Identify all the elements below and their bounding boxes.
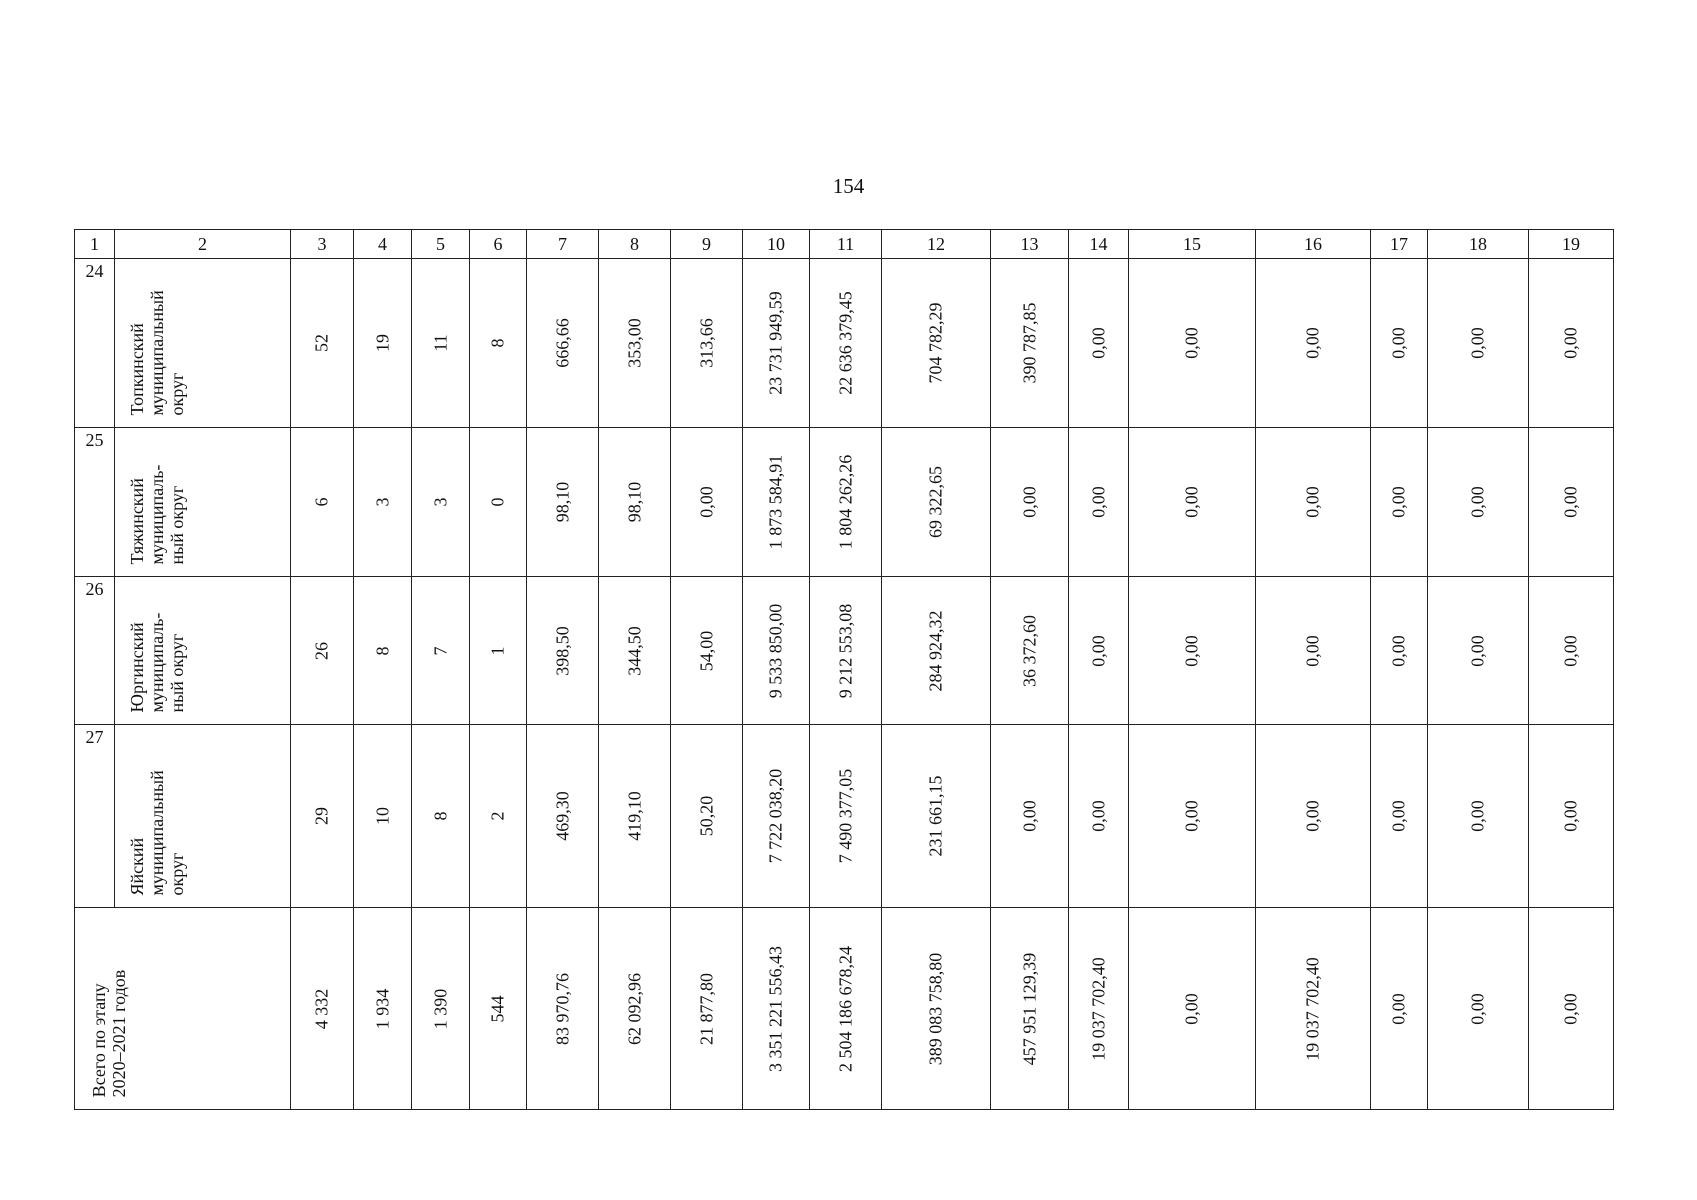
value-cell <box>882 428 991 577</box>
total-value-cell <box>470 908 527 1110</box>
total-value: 544 <box>487 995 508 1022</box>
cell-value: 0,00 <box>1302 800 1323 832</box>
row-number-cell <box>75 725 115 908</box>
cell-value: 0,00 <box>1388 800 1409 832</box>
cell-value: 1 804 262,26 <box>835 454 856 550</box>
total-value-cell <box>1069 908 1129 1110</box>
total-value-cell <box>1371 908 1428 1110</box>
value-cell <box>412 725 470 908</box>
column-header: 12 <box>882 230 991 259</box>
value-cell <box>1371 577 1428 725</box>
value-cell <box>743 259 810 428</box>
cell-value: 8 <box>487 338 508 348</box>
column-header: 8 <box>599 230 671 259</box>
total-value: 19 037 702,40 <box>1088 956 1109 1061</box>
total-value-cell <box>1129 908 1256 1110</box>
column-header: 1 <box>75 230 115 259</box>
value-cell <box>991 725 1069 908</box>
value-cell <box>671 428 743 577</box>
cell-value: 0,00 <box>1302 327 1323 359</box>
total-value: 3 351 221 556,43 <box>765 945 786 1072</box>
header-row <box>75 230 1614 259</box>
value-cell <box>882 577 991 725</box>
data-table <box>74 229 1614 1110</box>
value-cell <box>1256 259 1371 428</box>
value-cell <box>412 577 470 725</box>
total-label-cell <box>75 908 291 1110</box>
cell-value: 0,00 <box>1302 486 1323 518</box>
value-cell <box>743 428 810 577</box>
column-header: 15 <box>1129 230 1256 259</box>
value-cell <box>671 577 743 725</box>
total-value-cell <box>412 908 470 1110</box>
cell-value: 3 <box>430 497 451 507</box>
cell-value: 0,00 <box>1181 634 1202 667</box>
total-value-cell <box>1529 908 1614 1110</box>
cell-value: 0,00 <box>1560 800 1581 832</box>
value-cell <box>991 577 1069 725</box>
total-value: 2 504 186 678,24 <box>835 945 856 1072</box>
value-cell <box>671 259 743 428</box>
district-name: Топкинский муниципальный округ <box>127 289 188 415</box>
value-cell <box>527 577 599 725</box>
total-value-cell <box>291 908 354 1110</box>
value-cell <box>470 428 527 577</box>
total-value: 0,00 <box>1467 992 1488 1025</box>
column-header: 2 <box>115 230 291 259</box>
cell-value: 2 <box>487 811 508 821</box>
value-cell <box>354 428 412 577</box>
value-cell <box>1256 577 1371 725</box>
total-value: 457 951 129,39 <box>1019 952 1040 1065</box>
value-cell <box>470 259 527 428</box>
cell-value: 0,00 <box>1088 800 1109 832</box>
row-number-cell <box>75 428 115 577</box>
cell-value: 22 636 379,45 <box>835 291 856 395</box>
value-cell <box>1529 577 1614 725</box>
page-number: 154 <box>832 174 865 198</box>
total-value: 389 083 758,80 <box>925 952 946 1065</box>
value-cell <box>882 725 991 908</box>
value-cell <box>354 577 412 725</box>
cell-value: 0,00 <box>1467 486 1488 518</box>
value-cell <box>743 725 810 908</box>
value-cell <box>1371 259 1428 428</box>
cell-value: 10 <box>372 807 393 825</box>
cell-value: 284 924,32 <box>925 610 946 691</box>
total-value-cell <box>527 908 599 1110</box>
cell-value: 0,00 <box>1467 327 1488 359</box>
value-cell <box>527 259 599 428</box>
value-cell <box>599 428 671 577</box>
value-cell <box>1371 428 1428 577</box>
value-cell <box>412 259 470 428</box>
district-name-cell <box>115 577 291 725</box>
row-number: 26 <box>85 579 104 599</box>
value-cell <box>291 259 354 428</box>
cell-value: 50,20 <box>696 795 717 837</box>
cell-value: 54,00 <box>696 630 717 671</box>
total-value: 4 332 <box>311 988 332 1029</box>
cell-value: 3 <box>372 497 393 507</box>
total-value: 1 934 <box>372 988 393 1029</box>
column-header: 5 <box>412 230 470 259</box>
value-cell <box>354 725 412 908</box>
value-cell <box>1129 428 1256 577</box>
value-cell <box>810 725 882 908</box>
table-row <box>75 428 1614 577</box>
cell-value: 9 212 553,08 <box>835 603 856 698</box>
cell-value: 0,00 <box>1088 327 1109 359</box>
total-value-cell <box>743 908 810 1110</box>
value-cell <box>671 725 743 908</box>
column-header: 7 <box>527 230 599 259</box>
cell-value: 0,00 <box>1181 800 1202 832</box>
value-cell <box>1529 259 1614 428</box>
district-name-cell <box>115 259 291 428</box>
cell-value: 0,00 <box>1467 800 1488 832</box>
total-value-cell <box>991 908 1069 1110</box>
cell-value: 98,10 <box>624 481 645 523</box>
value-cell <box>810 259 882 428</box>
cell-value: 52 <box>311 334 332 352</box>
table-row <box>75 259 1614 428</box>
value-cell <box>470 725 527 908</box>
value-cell <box>1529 428 1614 577</box>
total-value: 19 037 702,40 <box>1302 956 1323 1061</box>
value-cell <box>470 577 527 725</box>
district-name: Яйский муниципальный округ <box>127 769 188 895</box>
cell-value: 469,30 <box>552 791 573 841</box>
cell-value: 0 <box>487 497 508 507</box>
cell-value: 11 <box>430 334 451 352</box>
column-header: 13 <box>991 230 1069 259</box>
cell-value: 98,10 <box>552 481 573 523</box>
cell-value: 8 <box>372 646 393 655</box>
column-header: 10 <box>743 230 810 259</box>
value-cell <box>991 259 1069 428</box>
column-header: 3 <box>291 230 354 259</box>
value-cell <box>743 577 810 725</box>
district-name: Тяжинский муниципаль- ный округ <box>127 464 188 564</box>
value-cell <box>1256 428 1371 577</box>
row-number: 25 <box>85 430 104 450</box>
total-value-cell <box>671 908 743 1110</box>
cell-value: 29 <box>311 807 332 825</box>
cell-value: 0,00 <box>1388 486 1409 518</box>
cell-value: 1 873 584,91 <box>765 454 786 550</box>
cell-value: 390 787,85 <box>1019 302 1040 384</box>
column-header: 19 <box>1529 230 1614 259</box>
value-cell <box>599 259 671 428</box>
cell-value: 0,00 <box>1388 634 1409 667</box>
cell-value: 0,00 <box>1181 327 1202 359</box>
value-cell <box>354 259 412 428</box>
row-number: 24 <box>85 261 104 281</box>
cell-value: 7 490 377,05 <box>835 768 856 864</box>
cell-value: 0,00 <box>1560 327 1581 359</box>
total-value-cell <box>599 908 671 1110</box>
cell-value: 7 <box>430 646 451 655</box>
cell-value: 23 731 949,59 <box>765 291 786 395</box>
total-value-cell <box>882 908 991 1110</box>
cell-value: 666,66 <box>552 318 573 368</box>
value-cell <box>1129 259 1256 428</box>
cell-value: 19 <box>372 334 393 352</box>
total-value: 21 877,80 <box>696 972 717 1045</box>
value-cell <box>527 725 599 908</box>
value-cell <box>599 577 671 725</box>
column-header: 6 <box>470 230 527 259</box>
district-name: Юргинский муниципаль- ный округ <box>127 612 188 712</box>
cell-value: 36 372,60 <box>1019 614 1040 687</box>
value-cell <box>291 725 354 908</box>
value-cell <box>1129 577 1256 725</box>
cell-value: 1 <box>487 646 508 655</box>
row-number-cell <box>75 259 115 428</box>
value-cell <box>291 577 354 725</box>
cell-value: 0,00 <box>1560 486 1581 518</box>
row-number: 27 <box>85 727 104 747</box>
cell-value: 7 722 038,20 <box>765 768 786 864</box>
value-cell <box>1428 577 1529 725</box>
cell-value: 704 782,29 <box>925 302 946 384</box>
column-header: 11 <box>810 230 882 259</box>
cell-value: 353,00 <box>624 318 645 368</box>
value-cell <box>1069 428 1129 577</box>
cell-value: 6 <box>311 497 332 507</box>
value-cell <box>1428 725 1529 908</box>
total-value: 83 970,76 <box>552 972 573 1045</box>
row-number-cell <box>75 577 115 725</box>
district-name-cell <box>115 725 291 908</box>
column-header: 4 <box>354 230 412 259</box>
value-cell <box>1129 725 1256 908</box>
value-cell <box>1069 259 1129 428</box>
total-value-cell <box>810 908 882 1110</box>
cell-value: 231 661,15 <box>925 775 946 857</box>
column-header: 17 <box>1371 230 1428 259</box>
value-cell <box>412 428 470 577</box>
cell-value: 8 <box>430 811 451 821</box>
total-label: Всего по этапу 2020–2021 годов <box>89 969 130 1097</box>
column-header: 9 <box>671 230 743 259</box>
total-value: 62 092,96 <box>624 972 645 1045</box>
cell-value: 0,00 <box>1467 634 1488 667</box>
column-header: 16 <box>1256 230 1371 259</box>
cell-value: 9 533 850,00 <box>765 603 786 698</box>
value-cell <box>527 428 599 577</box>
value-cell <box>1529 725 1614 908</box>
cell-value: 419,10 <box>624 791 645 841</box>
total-row <box>75 908 1614 1110</box>
cell-value: 0,00 <box>1088 634 1109 667</box>
cell-value: 313,66 <box>696 318 717 368</box>
table-row <box>75 725 1614 908</box>
total-value: 0,00 <box>1181 992 1202 1025</box>
cell-value: 0,00 <box>1560 634 1581 667</box>
total-value-cell <box>1428 908 1529 1110</box>
cell-value: 69 322,65 <box>925 466 946 538</box>
value-cell <box>810 577 882 725</box>
cell-value: 0,00 <box>1388 327 1409 359</box>
total-value: 1 390 <box>430 988 451 1029</box>
total-value-cell <box>1256 908 1371 1110</box>
value-cell <box>291 428 354 577</box>
district-name-cell <box>115 428 291 577</box>
total-value: 0,00 <box>1388 992 1409 1025</box>
cell-value: 26 <box>311 641 332 660</box>
value-cell <box>1428 428 1529 577</box>
cell-value: 0,00 <box>1181 486 1202 518</box>
value-cell <box>991 428 1069 577</box>
cell-value: 0,00 <box>1019 486 1040 518</box>
cell-value: 0,00 <box>1088 486 1109 518</box>
value-cell <box>1069 725 1129 908</box>
value-cell <box>1428 259 1529 428</box>
cell-value: 0,00 <box>696 486 717 518</box>
total-value-cell <box>354 908 412 1110</box>
cell-value: 0,00 <box>1019 800 1040 832</box>
value-cell <box>1069 577 1129 725</box>
value-cell <box>1256 725 1371 908</box>
column-header: 14 <box>1069 230 1129 259</box>
total-value: 0,00 <box>1560 992 1581 1025</box>
value-cell <box>1371 725 1428 908</box>
value-cell <box>810 428 882 577</box>
table-row <box>75 577 1614 725</box>
value-cell <box>882 259 991 428</box>
column-header: 18 <box>1428 230 1529 259</box>
cell-value: 398,50 <box>552 625 573 676</box>
cell-value: 0,00 <box>1302 634 1323 667</box>
cell-value: 344,50 <box>624 625 645 676</box>
value-cell <box>599 725 671 908</box>
